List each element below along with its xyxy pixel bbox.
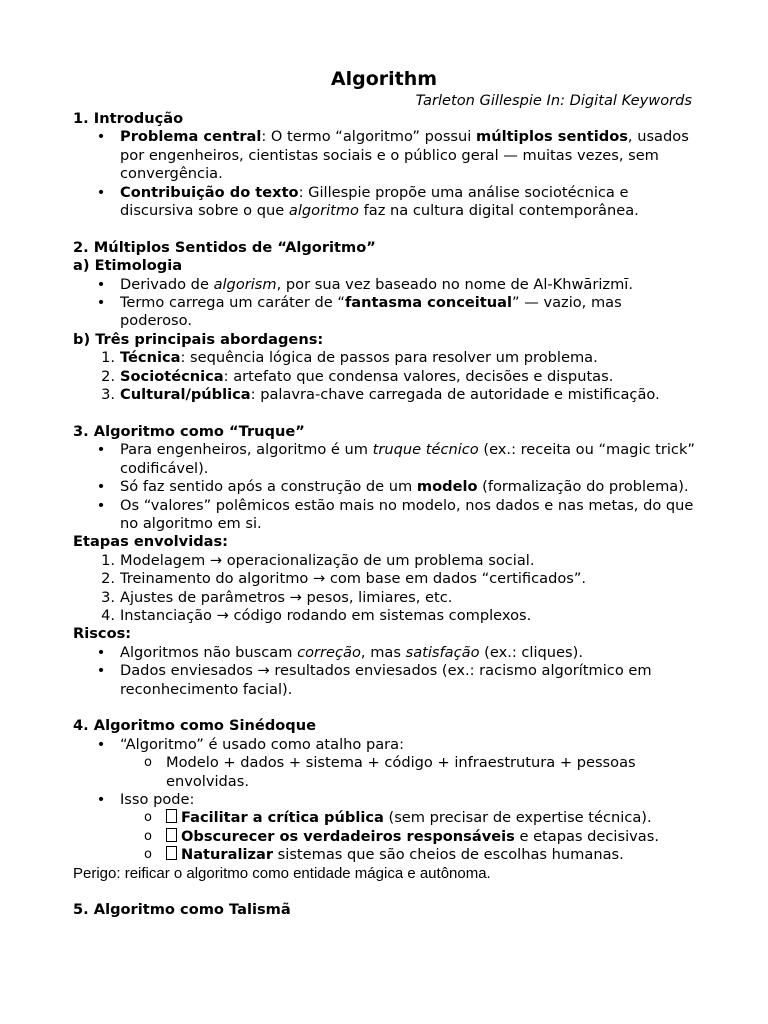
text: (ex.: receita ou “magic trick” codificável). [120, 441, 695, 477]
numbered-item [73, 570, 698, 588]
missing-glyph-box-icon [166, 846, 177, 860]
section-4-heading: 4. Algoritmo como Sinédoque [73, 717, 317, 735]
text: , mas [360, 643, 406, 661]
section-5-heading: 5. Algoritmo como Talismã [73, 901, 291, 919]
text: ” — vazio, mas poderoso. [120, 294, 622, 330]
perigo-paragraph: Perigo: reificar o algoritmo como entidade mágica e autônoma. [73, 864, 491, 882]
number-marker: 4. [101, 606, 115, 624]
bold-term: Facilitar a crítica pública [181, 809, 384, 827]
bullet-marker: • [96, 294, 106, 312]
text: Termo carrega um caráter de “ [120, 294, 345, 312]
text: faz na cultura digital contemporânea. [359, 202, 639, 220]
text: Modelo + dados + sistema + código + infraestrutura + pessoas envolvidas. [166, 754, 636, 790]
italic-term: satisfação [405, 643, 480, 661]
numbered-item [73, 386, 698, 404]
bold-term: Técnica [120, 349, 181, 367]
sub-bullet-marker: o [144, 847, 152, 863]
text: Os “valores” polêmicos estão mais no modelo, nos dados e nas metas, do que no algoritmo em si. [120, 496, 694, 532]
bullet-marker: • [96, 441, 106, 459]
sub-bullet-marker: o [144, 755, 152, 771]
bold-term: Cultural/pública [120, 386, 251, 404]
missing-glyph-box-icon [166, 809, 177, 823]
bullet-marker: • [96, 478, 106, 496]
text: Derivado de [120, 275, 214, 293]
bold-term: Problema central [120, 128, 262, 146]
bullet-marker: • [96, 275, 106, 293]
section-2-heading: 2. Múltiplos Sentidos de “Algoritmo” [73, 238, 376, 256]
bold-term: Sociotécnica [120, 367, 224, 385]
list-item [73, 736, 698, 754]
number-marker: 1. [101, 551, 115, 569]
text: Para engenheiros, algoritmo é um [120, 441, 373, 459]
numbered-item [73, 589, 698, 607]
section-3-heading: 3. Algoritmo como “Truque” [73, 422, 305, 440]
sub-bullet-marker: o [144, 828, 152, 844]
numbered-item [73, 368, 698, 386]
numbered-item [73, 552, 698, 570]
text: “Algoritmo” é usado como atalho para: [120, 735, 405, 753]
document-title: Algorithm [330, 68, 438, 90]
bullet-marker: • [96, 128, 106, 146]
list-item [73, 276, 698, 294]
section-1-heading: 1. Introdução [73, 110, 184, 127]
text: Ajustes de parâmetros → pesos, limiares, etc. [120, 588, 453, 606]
italic-term: algorism [213, 275, 277, 293]
text: : artefato que condensa valores, decisões e disputas. [223, 367, 614, 385]
numbered-item [73, 349, 698, 367]
sub-list-item [73, 846, 698, 864]
number-marker: 2. [101, 570, 115, 588]
text: Treinamento do algoritmo → com base em dados “certificados”. [120, 570, 587, 588]
document-body [73, 110, 698, 920]
etapas-heading: Etapas envolvidas: [73, 533, 229, 551]
sub-list-item [73, 754, 698, 791]
text: : palavra-chave carregada de autoridade e mistificação. [250, 386, 660, 404]
bold-term: Obscurecer os verdadeiros responsáveis [181, 827, 515, 845]
list-item [73, 128, 698, 183]
italic-term: algoritmo [288, 202, 359, 220]
bullet-marker: • [96, 496, 106, 514]
number-marker: 3. [101, 588, 115, 606]
text: (formalização do problema). [477, 478, 689, 496]
riscos-heading: Riscos: [73, 625, 132, 643]
sub-bullet-marker: o [144, 810, 152, 826]
bold-term: múltiplos sentidos [475, 128, 628, 146]
list-item [73, 644, 698, 662]
bold-term: Naturalizar [181, 846, 274, 864]
list-item [73, 294, 698, 331]
subsection-heading: a) Etimologia [73, 257, 183, 275]
text: e etapas decisivas. [514, 827, 659, 845]
list-item [73, 497, 698, 534]
list-item [73, 184, 698, 221]
text: Só faz sentido após a construção de um [120, 478, 417, 496]
subsection-heading: b) Três principais abordagens: [73, 330, 324, 348]
bold-term: Contribuição do texto [120, 183, 299, 201]
text: (ex.: cliques). [479, 643, 583, 661]
list-item [73, 662, 698, 699]
text: Modelagem → operacionalização de um problema social. [120, 551, 535, 569]
bold-term: fantasma conceitual [344, 294, 513, 312]
bullet-marker: • [96, 790, 106, 808]
italic-term: correção [297, 643, 361, 661]
bold-term: modelo [416, 478, 478, 496]
bullet-marker: • [96, 183, 106, 201]
missing-glyph-box-icon [166, 828, 177, 842]
list-item [73, 441, 698, 478]
bullet-marker: • [96, 735, 106, 753]
sub-list-item [73, 809, 698, 827]
numbered-item [73, 607, 698, 625]
text: : O termo “algoritmo” possui [261, 128, 476, 146]
number-marker: 2. [101, 367, 115, 385]
text: sistemas que são cheios de escolhas humanas. [273, 846, 624, 864]
italic-term: truque técnico [372, 441, 479, 459]
text: Instanciação → código rodando em sistemas complexos. [120, 606, 532, 624]
sub-list-item [73, 828, 698, 846]
text: : Gillespie propõe uma análise sociotécnica e discursiva sobre o que [120, 183, 629, 220]
bullet-marker: • [96, 643, 106, 661]
text: Algoritmos não buscam [120, 643, 298, 661]
text: , por sua vez baseado no nome de Al-Khwārizmī. [276, 275, 633, 293]
list-item [73, 791, 698, 809]
list-item [73, 478, 698, 496]
number-marker: 3. [101, 386, 115, 404]
document-subtitle: Tarleton Gillespie In: Digital Keywords [415, 92, 692, 109]
text: , usados por engenheiros, cientistas sociais e o público geral — muitas vezes, sem convergência. [120, 128, 689, 183]
text: Dados enviesados → resultados enviesados (ex.: racismo algorítmico em reconhecimento facial). [120, 662, 652, 698]
bullet-marker: • [96, 662, 106, 680]
text: : sequência lógica de passos para resolver um problema. [180, 349, 598, 367]
number-marker: 1. [101, 349, 115, 367]
text: Isso pode: [120, 790, 195, 808]
text: (sem precisar de expertise técnica). [383, 809, 652, 827]
